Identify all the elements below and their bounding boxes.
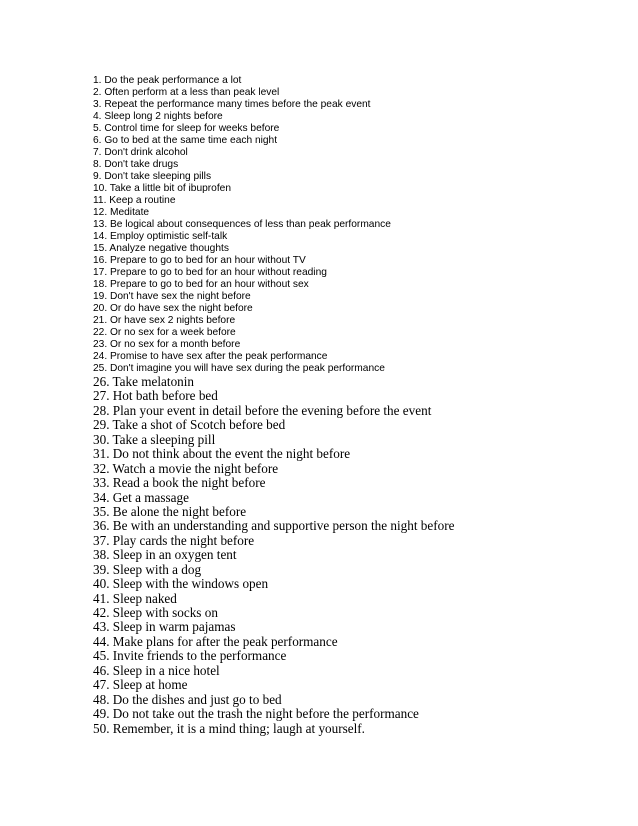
list-item: 19. Don't have sex the night before	[93, 291, 251, 302]
list-item: 36. Be with an understanding and supportive person the night before	[93, 518, 455, 534]
list-item: 25. Don't imagine you will have sex during the peak performance	[93, 363, 385, 374]
list-item: 48. Do the dishes and just go to bed	[93, 691, 282, 707]
list-item: 40. Sleep with the windows open	[93, 576, 269, 592]
list-item: 6. Go to bed at the same time each night	[93, 135, 278, 146]
list-item: 15. Analyze negative thoughts	[93, 243, 229, 254]
list-item: 21. Or have sex 2 nights before	[93, 315, 236, 326]
list-item: 42. Sleep with socks on	[93, 605, 218, 620]
list-item: 9. Don't take sleeping pills	[93, 171, 212, 182]
list-item: 17. Prepare to go to bed for an hour without reading	[93, 267, 327, 278]
list-item: 12. Meditate	[93, 207, 150, 218]
list-item: 45. Invite friends to the performance	[93, 648, 287, 664]
list-item: 46. Sleep in a nice hotel	[93, 662, 220, 678]
list-item: 28. Plan your event in detail before the evening before the event	[93, 402, 432, 418]
list-item: 26. Take melatonin	[93, 374, 195, 389]
list-item: 23. Or no sex for a month before	[93, 339, 241, 350]
list-item: 10. Take a little bit of ibuprofen	[93, 183, 231, 194]
list-item: 16. Prepare to go to bed for an hour without TV	[93, 255, 306, 266]
list-item: 7. Don't drink alcohol	[93, 147, 188, 158]
list-item: 37. Play cards the night before	[93, 532, 255, 548]
list-item: 24. Promise to have sex after the peak performance	[93, 351, 328, 362]
list-item: 29. Take a shot of Scotch before bed	[93, 417, 286, 433]
list-part-sans	[93, 75, 391, 375]
list-item: 43. Sleep in warm pajamas	[93, 619, 236, 635]
list-item: 34. Get a massage	[93, 489, 189, 505]
list-item: 8. Don't take drugs	[93, 159, 179, 170]
list-item: 3. Repeat the performance many times before the peak event	[93, 99, 371, 110]
list-item: 14. Employ optimistic self-talk	[93, 231, 228, 242]
list-item: 30. Take a sleeping pill	[93, 431, 216, 447]
list-item: 49. Do not take out the trash the night before the performance	[93, 706, 419, 722]
list-item: 2. Often perform at a less than peak level	[93, 87, 280, 98]
list-item: 47. Sleep at home	[93, 677, 188, 693]
list-item: 50. Remember, it is a mind thing; laugh at yourself.	[93, 720, 365, 736]
list-item: 5. Control time for sleep for weeks before	[93, 123, 280, 134]
list-item: 44. Make plans for after the peak performance	[93, 633, 338, 649]
list-item: 33. Read a book the night before	[93, 475, 266, 491]
list-item: 4. Sleep long 2 nights before	[93, 111, 223, 122]
list-item: 32. Watch a movie the night before	[93, 460, 279, 476]
list-item: 35. Be alone the night before	[93, 503, 247, 519]
list-item: 13. Be logical about consequences of less than peak performance	[93, 219, 391, 230]
list-item: 11. Keep a routine	[93, 195, 176, 206]
list-item: 31. Do not think about the event the night before	[93, 446, 351, 462]
list-item: 22. Or no sex for a week before	[93, 327, 236, 338]
list-part-serif	[93, 375, 454, 736]
list-item: 39. Sleep with a dog	[93, 561, 202, 577]
list-item: 41. Sleep naked	[93, 590, 177, 606]
list-item: 1. Do the peak performance a lot	[93, 75, 242, 86]
list-item: 20. Or do have sex the night before	[93, 303, 253, 314]
list-item: 38. Sleep in an oxygen tent	[93, 547, 237, 563]
list-item: 27. Hot bath before bed	[93, 388, 218, 404]
list-item: 18. Prepare to go to bed for an hour without sex	[93, 279, 309, 290]
